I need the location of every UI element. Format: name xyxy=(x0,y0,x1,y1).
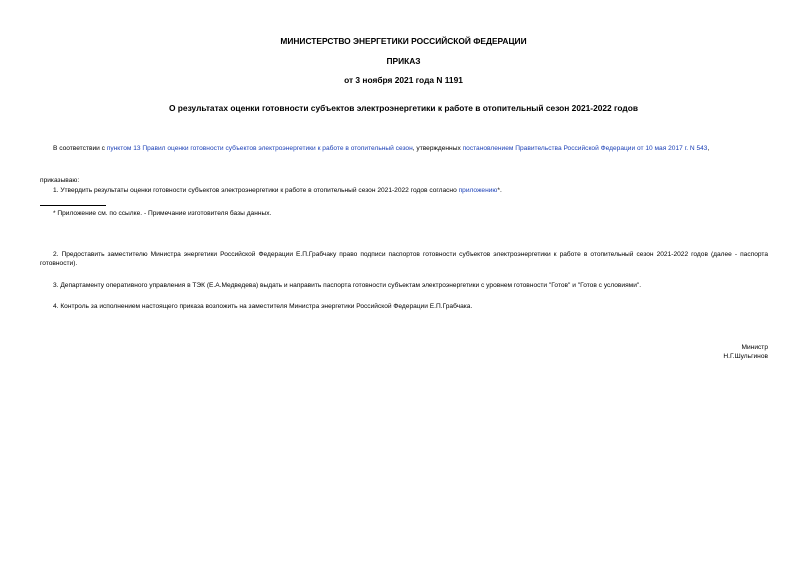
document-title: О результатах оценки готовности субъектов электроэнергетики к работе в отопительный сезон 2021-2022 годов xyxy=(168,103,639,113)
item-1-text: 1. Утвердить результаты оценки готовности субъектов электроэнергетики к работе в отопительный сезон 2021-2022 годов согласно xyxy=(53,187,459,194)
preamble-text-1: В соответствии с xyxy=(53,145,107,152)
footnote-divider xyxy=(40,205,106,206)
item-4: 4. Контроль за исполнением настоящего приказа возложить на заместителя Министра энергетики Российской Федерации Е.П.Грабчака. xyxy=(53,303,473,310)
item-3: 3. Департаменту оперативного управления в ТЭК (Е.А.Медведева) выдать и направить паспорта готовности субъектам электроэнергетики с уровнем готовности "Готов" и "Готов с условиями". xyxy=(53,282,642,289)
ministry-heading: МИНИСТЕРСТВО ЭНЕРГЕТИКИ РОССИЙСКОЙ ФЕДЕРАЦИИ xyxy=(280,36,527,46)
preamble-text-3: , xyxy=(707,145,710,152)
order-word: приказываю: xyxy=(40,177,80,184)
item-2: 2. Предоставить заместителю Министра энергетики Российской Федерации Е.П.Грабчаку право подписи паспортов готовности субъектов электроэнергетики к работе в отопительный сезон 2021-2022 годов (далее - паспорта готовности). xyxy=(40,251,768,268)
government-decree-link[interactable]: постановлением Правительства Российской Федерации от 10 мая 2017 г. N 543 xyxy=(462,145,708,152)
preamble-paragraph xyxy=(40,144,768,153)
document-type: ПРИКАЗ xyxy=(386,56,421,66)
item-1-suffix: *. xyxy=(497,187,502,194)
appendix-link[interactable]: приложению xyxy=(458,187,498,194)
item-1 xyxy=(53,186,502,195)
signature-name: Н.Г.Шульгинов xyxy=(723,353,768,360)
document-date-number: от 3 ноября 2021 года N 1191 xyxy=(344,75,463,85)
preamble-text-2: , утвержденных xyxy=(412,145,463,152)
footnote: * Приложение см. по ссылке. - Примечание изготовителя базы данных. xyxy=(53,210,272,217)
rules-link[interactable]: пунктом 13 Правил оценки готовности субъектов электроэнергетики к работе в отопительный сезон xyxy=(106,145,413,152)
signature-position: Министр xyxy=(741,344,768,351)
